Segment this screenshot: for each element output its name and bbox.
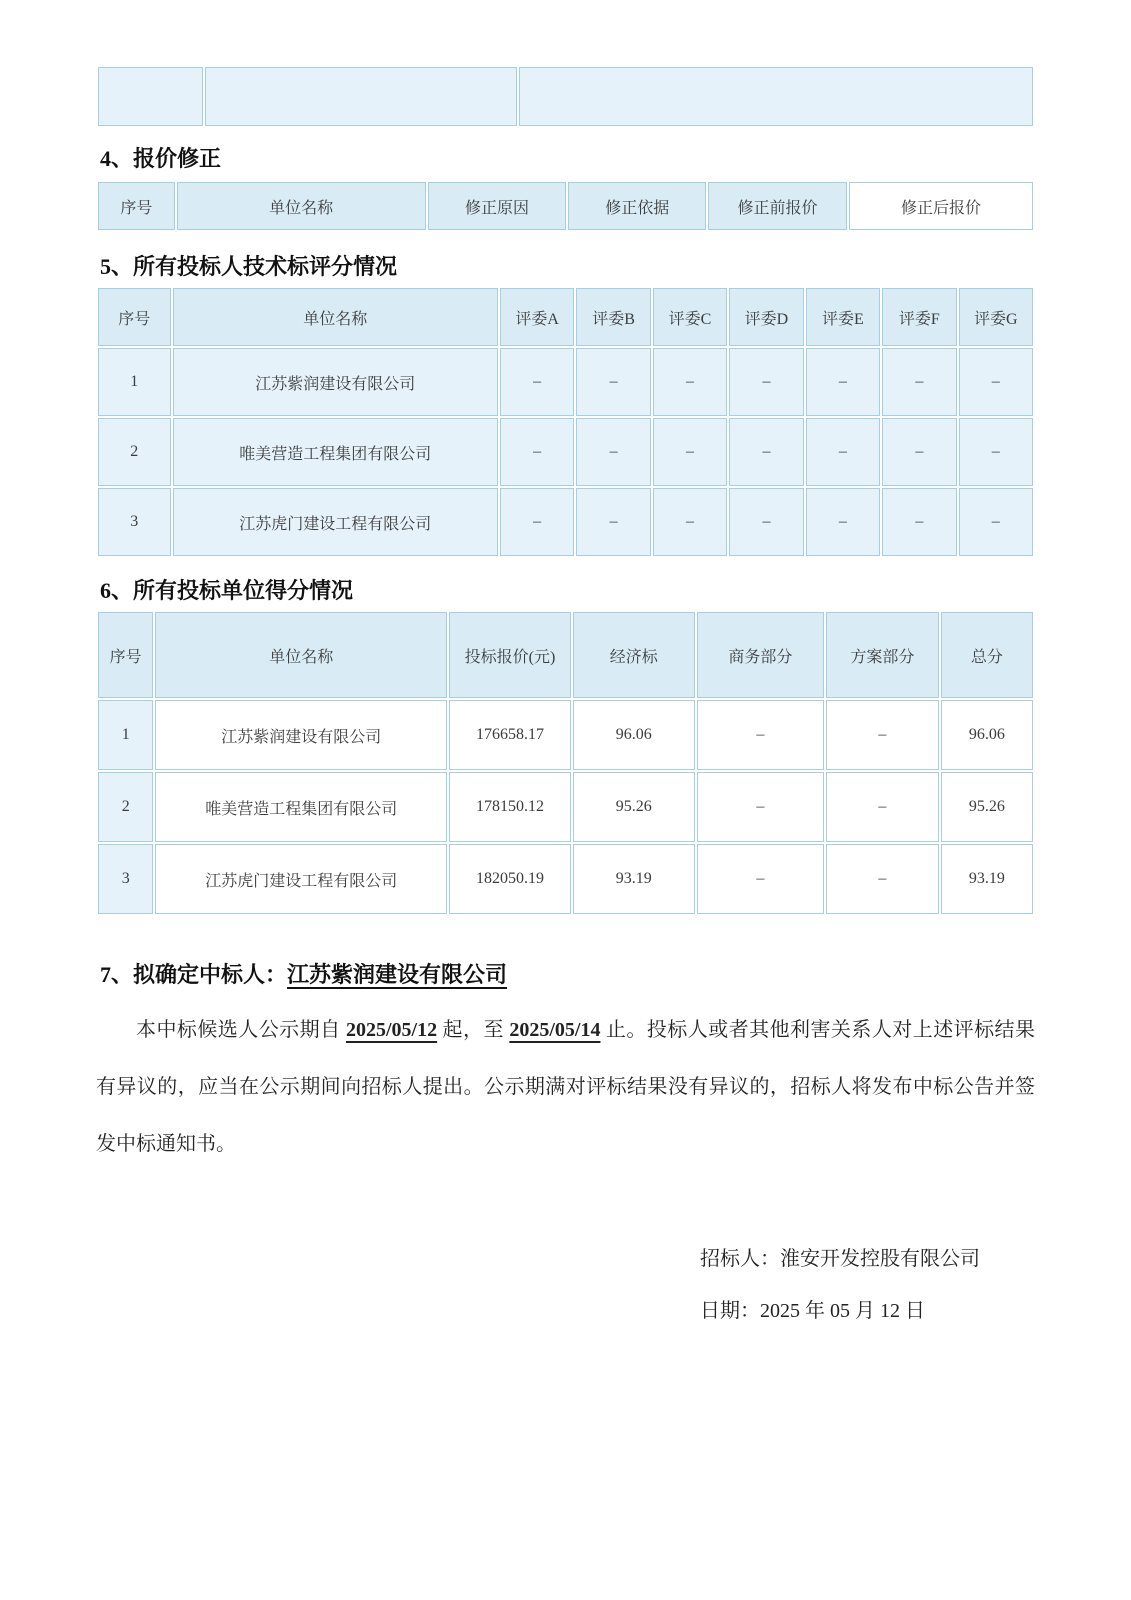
business-score: – xyxy=(697,700,824,770)
row-seq: 3 xyxy=(98,488,171,556)
score-cell: – xyxy=(959,348,1033,416)
empty-cell xyxy=(98,67,203,126)
column-header: 单位名称 xyxy=(173,288,498,346)
plan-score: – xyxy=(826,700,939,770)
row-seq: 2 xyxy=(98,772,153,842)
column-header: 评委A xyxy=(500,288,574,346)
column-header: 评委G xyxy=(959,288,1033,346)
section6-heading: 6、所有投标单位得分情况 xyxy=(100,578,354,603)
company-name: 江苏虎门建设工程有限公司 xyxy=(173,488,498,556)
row-seq: 2 xyxy=(98,418,171,486)
tenderer-line: 招标人：淮安开发控股有限公司 xyxy=(700,1248,980,1270)
score-cell: – xyxy=(729,418,803,486)
score-cell: – xyxy=(500,488,574,556)
column-header: 单位名称 xyxy=(177,182,426,230)
section4-heading: 4、报价修正 xyxy=(100,146,222,171)
table-row xyxy=(98,67,1033,126)
table-row xyxy=(98,772,1033,842)
plan-score: – xyxy=(826,844,939,914)
technical-score-table xyxy=(96,286,1035,558)
table-row xyxy=(98,348,1033,416)
column-header: 修正前报价 xyxy=(708,182,847,230)
score-cell: – xyxy=(882,488,956,556)
table-row xyxy=(98,844,1033,914)
total-score-table xyxy=(96,610,1035,916)
bid-price: 182050.19 xyxy=(449,844,571,914)
economic-score: 93.19 xyxy=(573,844,695,914)
company-name: 唯美营造工程集团有限公司 xyxy=(173,418,498,486)
score-cell: – xyxy=(806,488,880,556)
score-cell: – xyxy=(653,488,727,556)
bid-price: 176658.17 xyxy=(449,700,571,770)
business-score: – xyxy=(697,844,824,914)
company-name: 江苏虎门建设工程有限公司 xyxy=(155,844,447,914)
notice-text: 本中标候选人公示期自 xyxy=(136,1019,346,1041)
total-score: 96.06 xyxy=(941,700,1033,770)
total-score: 95.26 xyxy=(941,772,1033,842)
section5-heading: 5、所有投标人技术标评分情况 xyxy=(100,254,398,279)
column-header: 评委E xyxy=(806,288,880,346)
column-header: 投标报价(元) xyxy=(449,612,571,698)
score-cell: – xyxy=(729,488,803,556)
table-row xyxy=(98,418,1033,486)
publicity-start-date: 2025/05/12 xyxy=(345,1019,438,1041)
publicity-end-date: 2025/05/14 xyxy=(509,1019,601,1041)
score-cell: – xyxy=(729,348,803,416)
score-cell: – xyxy=(882,418,956,486)
economic-score: 96.06 xyxy=(573,700,695,770)
signature-block xyxy=(700,1233,1035,1337)
row-seq: 1 xyxy=(98,348,171,416)
score-cell: – xyxy=(500,348,574,416)
score-cell: – xyxy=(576,488,650,556)
date-line: 日期：2025 年 05 月 12 日 xyxy=(700,1300,925,1322)
column-header: 序号 xyxy=(98,612,153,698)
score-cell: – xyxy=(882,348,956,416)
column-header: 修正依据 xyxy=(568,182,706,230)
column-header: 序号 xyxy=(98,288,171,346)
score-cell: – xyxy=(653,348,727,416)
column-header: 修正后报价 xyxy=(849,182,1033,230)
score-cell: – xyxy=(500,418,574,486)
bid-price: 178150.12 xyxy=(449,772,571,842)
column-header: 方案部分 xyxy=(826,612,939,698)
notice-text: 起，至 xyxy=(437,1019,510,1041)
continued-table xyxy=(96,65,1035,128)
column-header: 评委C xyxy=(653,288,727,346)
economic-score: 95.26 xyxy=(573,772,695,842)
column-header: 经济标 xyxy=(573,612,695,698)
column-header: 评委F xyxy=(882,288,956,346)
score-cell: – xyxy=(959,488,1033,556)
company-name: 唯美营造工程集团有限公司 xyxy=(155,772,447,842)
price-correction-table xyxy=(96,180,1035,232)
company-name: 江苏紫润建设有限公司 xyxy=(173,348,498,416)
winner-company-name: 江苏紫润建设有限公司 xyxy=(287,962,508,987)
company-name: 江苏紫润建设有限公司 xyxy=(155,700,447,770)
score-cell: – xyxy=(576,418,650,486)
column-header: 单位名称 xyxy=(155,612,447,698)
score-cell: – xyxy=(653,418,727,486)
column-header: 商务部分 xyxy=(697,612,824,698)
section7-heading xyxy=(96,960,1035,990)
row-seq: 3 xyxy=(98,844,153,914)
score-cell: – xyxy=(806,348,880,416)
column-header: 序号 xyxy=(98,182,175,230)
notice-text: 止。投标人或者其他利害关系人对上述评标结果有异议的，应当在公示期间向招标人提出。公示期满对评标结果没有异议的，招标人将发布中标公告并签发中标通知书。 xyxy=(96,1019,1036,1155)
table-row xyxy=(98,488,1033,556)
business-score: – xyxy=(697,772,824,842)
total-score: 93.19 xyxy=(941,844,1033,914)
table-row xyxy=(98,700,1033,770)
column-header: 评委B xyxy=(576,288,650,346)
table-header-row xyxy=(98,288,1033,346)
publicity-notice-paragraph xyxy=(96,1002,1035,1173)
table-header-row xyxy=(98,612,1033,698)
table-header-row xyxy=(98,182,1033,230)
score-cell: – xyxy=(806,418,880,486)
row-seq: 1 xyxy=(98,700,153,770)
empty-cell xyxy=(205,67,517,126)
column-header: 修正原因 xyxy=(428,182,567,230)
empty-cell xyxy=(519,67,1033,126)
column-header: 评委D xyxy=(729,288,803,346)
section7-title-prefix: 7、拟确定中标人： xyxy=(100,962,288,987)
score-cell: – xyxy=(576,348,650,416)
column-header: 总分 xyxy=(941,612,1033,698)
score-cell: – xyxy=(959,418,1033,486)
plan-score: – xyxy=(826,772,939,842)
